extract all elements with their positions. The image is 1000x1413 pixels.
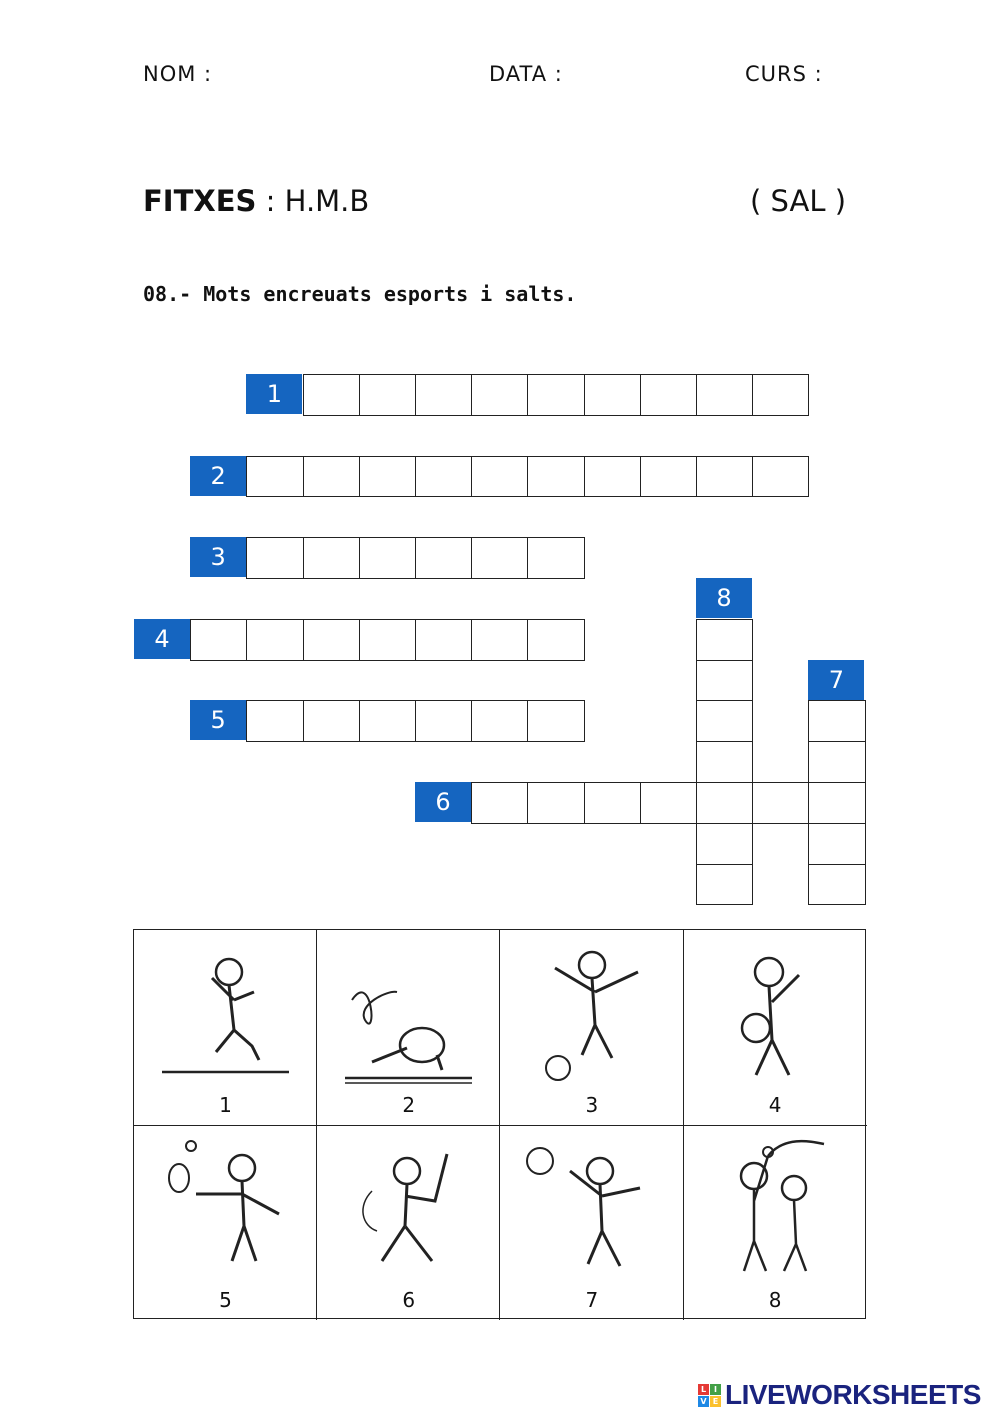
crossword-cell[interactable] <box>246 537 303 579</box>
crossword-cell[interactable] <box>246 456 303 498</box>
clue-number-4: 4 <box>134 619 190 659</box>
clue-number-3: 3 <box>190 537 246 577</box>
picture-cell-8 <box>684 1126 867 1320</box>
crossword-cell[interactable] <box>246 619 303 661</box>
picture-label: 1 <box>219 1093 232 1117</box>
crossword-cell[interactable] <box>696 660 753 702</box>
crossword-cell[interactable] <box>471 456 528 498</box>
crossword-cell[interactable] <box>415 456 472 498</box>
crossword-cell[interactable] <box>527 782 584 824</box>
clue-number-7: 7 <box>808 660 864 700</box>
logo-mark-letter: V <box>698 1396 709 1407</box>
crossword-cell[interactable] <box>696 619 753 661</box>
crossword-cell[interactable] <box>471 700 528 742</box>
crossword-cell[interactable] <box>584 782 641 824</box>
picture-cell-5 <box>134 1126 317 1320</box>
picture-cell-4 <box>684 930 867 1126</box>
crossword-cell[interactable] <box>808 823 865 865</box>
liveworksheets-logo <box>698 1378 981 1412</box>
crossword-cell[interactable] <box>584 374 641 416</box>
crossword-cell[interactable] <box>303 619 360 661</box>
crossword-cell[interactable] <box>696 700 753 742</box>
crossword-cell[interactable] <box>303 374 360 416</box>
crossword-cell[interactable] <box>527 537 584 579</box>
crossword-cell[interactable] <box>696 741 753 783</box>
crossword-cell[interactable] <box>752 782 809 824</box>
crossword-cell[interactable] <box>640 456 697 498</box>
crossword-cell[interactable] <box>359 619 416 661</box>
exercise-subtitle: 08.- Mots encreuats esports i salts. <box>143 282 577 306</box>
picture-cell-2 <box>317 930 500 1126</box>
title-bold: FITXES <box>143 184 257 218</box>
crossword-cell[interactable] <box>527 374 584 416</box>
name-label: NOM : <box>143 62 213 86</box>
crossword-cell[interactable] <box>584 456 641 498</box>
title-right: ( SAL ) <box>750 184 847 218</box>
crossword-cell[interactable] <box>303 456 360 498</box>
crossword-cell[interactable] <box>415 537 472 579</box>
crossword-cell[interactable] <box>696 782 753 824</box>
logo-text: LIVEWORKSHEETS <box>725 1379 981 1410</box>
logo-mark-letter: I <box>710 1384 721 1395</box>
course-label: CURS : <box>745 62 823 86</box>
worksheet-title <box>143 184 369 218</box>
picture-cell-6 <box>317 1126 500 1320</box>
logo-mark-letter: L <box>698 1384 709 1395</box>
crossword-cell[interactable] <box>359 700 416 742</box>
picture-label: 5 <box>219 1288 232 1312</box>
crossword-cell[interactable] <box>696 864 753 906</box>
picture-label: 2 <box>402 1093 416 1117</box>
clue-number-5: 5 <box>190 700 246 740</box>
crossword-cell[interactable] <box>696 374 753 416</box>
picture-label: 7 <box>585 1288 599 1312</box>
title-rest: : H.M.B <box>256 184 370 218</box>
picture-label: 3 <box>585 1093 599 1117</box>
crossword-cell[interactable] <box>471 782 528 824</box>
clue-number-8: 8 <box>696 578 752 618</box>
crossword-cell[interactable] <box>696 823 753 865</box>
crossword-cell[interactable] <box>527 456 584 498</box>
clue-number-1: 1 <box>246 374 302 414</box>
crossword-cell[interactable] <box>640 782 697 824</box>
crossword-cell[interactable] <box>190 619 247 661</box>
crossword-cell[interactable] <box>415 700 472 742</box>
crossword-cell[interactable] <box>246 700 303 742</box>
crossword-cell[interactable] <box>696 456 753 498</box>
crossword-cell[interactable] <box>359 374 416 416</box>
logo-mark-letter: E <box>710 1396 721 1407</box>
crossword-cell[interactable] <box>359 456 416 498</box>
picture-label: 8 <box>768 1288 782 1312</box>
crossword-cell[interactable] <box>303 700 360 742</box>
clue-number-6: 6 <box>415 782 471 822</box>
crossword-cell[interactable] <box>527 700 584 742</box>
crossword-cell[interactable] <box>471 619 528 661</box>
picture-label: 4 <box>768 1093 782 1117</box>
crossword-cell[interactable] <box>303 537 360 579</box>
crossword-cell[interactable] <box>471 537 528 579</box>
crossword-cell[interactable] <box>415 374 472 416</box>
logo-mark-icon <box>698 1384 721 1407</box>
crossword-cell[interactable] <box>640 374 697 416</box>
picture-cell-1 <box>134 930 317 1126</box>
crossword-cell[interactable] <box>359 537 416 579</box>
clue-number-2: 2 <box>190 456 246 496</box>
date-label: DATA : <box>489 62 563 86</box>
crossword-cell[interactable] <box>808 864 865 906</box>
crossword-cell[interactable] <box>415 619 472 661</box>
crossword-cell[interactable] <box>808 782 865 824</box>
crossword-cell[interactable] <box>471 374 528 416</box>
picture-label: 6 <box>402 1288 416 1312</box>
crossword-cell[interactable] <box>752 374 809 416</box>
crossword-cell[interactable] <box>808 741 865 783</box>
crossword-cell[interactable] <box>527 619 584 661</box>
crossword-cell[interactable] <box>752 456 809 498</box>
crossword-cell[interactable] <box>808 700 865 742</box>
picture-cell-7 <box>500 1126 683 1320</box>
picture-cell-3 <box>500 930 683 1126</box>
picture-grid <box>133 929 866 1319</box>
